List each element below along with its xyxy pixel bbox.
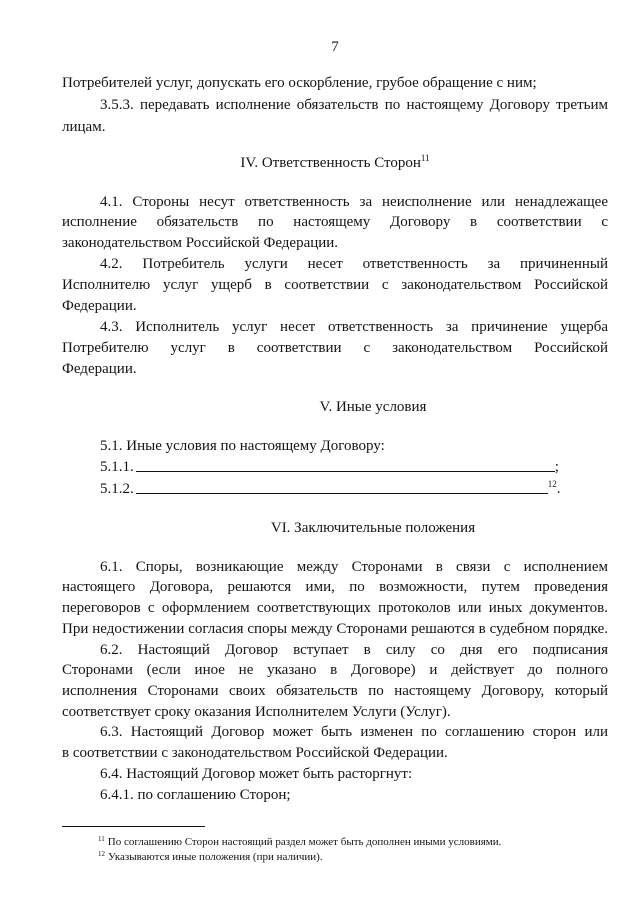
section-heading: VI. Заключительные положения [270,519,476,536]
clause-6-1 [62,557,608,640]
footnote-text: Указываются иные положения (при наличии). [108,850,323,863]
clause-4-1 [62,192,608,255]
blank-line [136,459,555,472]
section-heading: V. Иные условия [319,398,427,415]
text-line: исполнения Сторонами своих обязательств по настоящему Договору, который [62,683,608,699]
text-line: Потребителю услуг в соответствии с законодательством Российской [62,339,608,356]
clause-6-2 [62,640,608,723]
footnote-ref: 11 [420,152,430,163]
text-line: законодательством Российской Федерации. [62,235,339,252]
text-line: 4.3. Исполнитель услуг несет ответственность за причинение ущерба [100,318,608,335]
text-line: 3.5.3. передавать исполнение обязательств по настоящему Договору третьим [100,97,608,113]
text-line: Сторонами (если иное не указано в Договоре) и действует до полного [62,662,608,679]
page-number: 7 [331,39,339,55]
footnote [98,835,598,850]
clause-3-5-3 [62,94,608,138]
clause-end-punctuation: . [556,480,561,497]
text-line: 6.2. Настоящий Договор вступает в силу со дня его подписания [100,641,608,658]
clause-5-1: 5.1. Иные условия по настоящему Договору: [100,437,385,454]
text-line: в соответствии с законодательством Российской Федерации. [62,745,448,762]
clause-6-3 [62,722,608,763]
text-line: настоящего Договора, решаются ими, по возможности, путем проведения [62,579,608,596]
blank-line [136,481,548,494]
text-line: переговоров с оформлением соответствующих протоколов или иных документов. [62,600,608,617]
text-line: Потребителей услуг, допускать его оскорбление, грубое обращение с ним; [62,75,537,91]
section-heading-text: IV. Ответственность Сторон [240,154,421,171]
text-line: соответствует сроку оказания Исполнителем Услуги (Услуг). [62,703,451,720]
text-line: При недостижении согласия споры между Сторонами решаются в судебном порядке. [62,620,608,637]
text-line: Исполнителю услуг ущерб в соответствии с законодательством Российской [62,277,608,294]
footnote-ref: 12 [547,478,557,489]
section-5-body [62,436,608,501]
text-line: Федерации. [62,360,137,377]
section-heading [62,153,608,174]
clause-label: 5.1.2. [100,480,134,497]
footnote-text: По соглашению Сторон настоящий раздел может быть дополнен иными условиями. [107,835,502,848]
footnote-ref: 11 [98,834,105,843]
text-line: исполнение обязательств по настоящему Договору в соответствии с [62,214,608,231]
text-line: 6.3. Настоящий Договор может быть изменен по соглашению сторон или [100,724,608,741]
clause-5-1-1 [62,457,608,479]
text-line: 4.1. Стороны несут ответственность за неисполнение или ненадлежащее [100,193,608,210]
footnote [98,850,598,865]
text-line: 6.1. Споры, возникающие между Сторонами в связи с исполнением [100,558,608,575]
continuation-block [62,72,608,138]
footnotes [98,835,598,865]
clause-label: 5.1.1. [100,459,134,475]
clause-4-3 [62,317,608,380]
footnote-ref: 12 [98,849,105,858]
clause-6-4-1: 6.4.1. по соглашению Сторон; [100,786,291,803]
text-line: 4.2. Потребитель услуги несет ответственность за причиненный [100,256,608,273]
clause-5-1-2 [62,479,608,501]
section-6-body [62,557,608,806]
clause-end-punctuation: ; [554,459,559,475]
text-line: лицам. [62,119,106,135]
section-4-body [62,192,608,380]
footnote-separator [62,826,205,827]
text-line: Федерации. [62,298,137,315]
clause-6-4: 6.4. Настоящий Договор может быть расторгнут: [100,765,413,782]
clause-4-2 [62,254,608,317]
